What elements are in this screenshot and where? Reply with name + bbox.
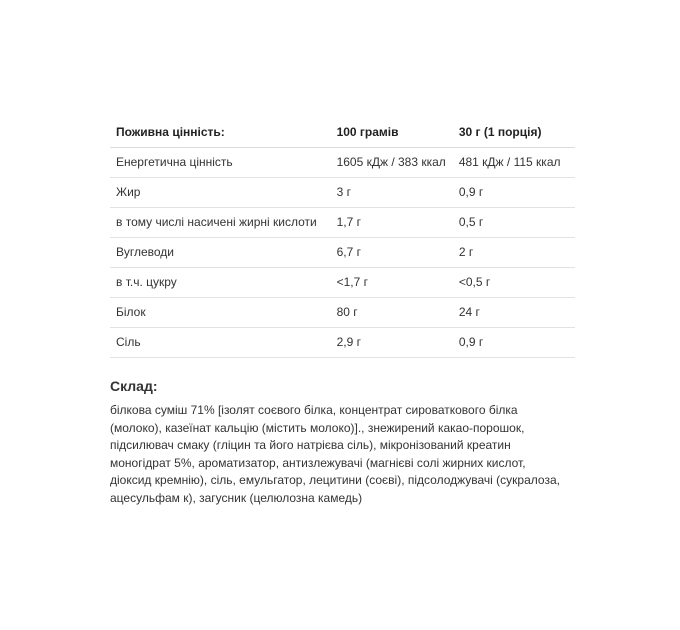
table-row (110, 148, 575, 178)
nutrient-label: Сіль (110, 328, 331, 358)
header-nutrient: Поживна цінність: (110, 118, 331, 148)
value-per-100g: 6,7 г (331, 238, 453, 268)
table-row (110, 178, 575, 208)
nutrient-label: Вуглеводи (110, 238, 331, 268)
value-per-serving: 0,9 г (453, 178, 575, 208)
value-per-serving: 24 г (453, 298, 575, 328)
nutrient-label: Жир (110, 178, 331, 208)
value-per-100g: 1605 кДж / 383 ккал (331, 148, 453, 178)
table-row (110, 238, 575, 268)
value-per-serving: 0,9 г (453, 328, 575, 358)
table-row (110, 208, 575, 238)
table-row (110, 328, 575, 358)
value-per-serving: 0,5 г (453, 208, 575, 238)
composition-text: білкова суміш 71% [ізолят соєвого білка, концентрат сироваткового білка (молоко), казеїнат кальцію (містить молоко)]., знежирений какао-порошок, підсилювач смаку (гліцин та його натрієва сіль), мікронізований креатин моногідрат 5%, ароматизатор, антизлежувачі (магнієві солі жирних кислот, діоксид кремнію), сіль, емульгатор, лецитини (соєві), підсолоджувачі (сукралоза, ацесульфам к), загусник (целюлозна камедь) (110, 403, 560, 505)
table-header-row (110, 118, 575, 148)
table-row (110, 298, 575, 328)
value-per-serving: 481 кДж / 115 ккал (453, 148, 575, 178)
nutrient-label: Білок (110, 298, 331, 328)
header-per-serving: 30 г (1 порція) (453, 118, 575, 148)
value-per-100g: 1,7 г (331, 208, 453, 238)
nutrient-label: Енергетична цінність (110, 148, 331, 178)
nutrition-table (110, 118, 575, 358)
composition-title: Склад: (110, 378, 158, 394)
nutrition-facts (110, 118, 575, 358)
value-per-serving: 2 г (453, 238, 575, 268)
value-per-serving: <0,5 г (453, 268, 575, 298)
value-per-100g: 80 г (331, 298, 453, 328)
value-per-100g: 3 г (331, 178, 453, 208)
table-row (110, 268, 575, 298)
value-per-100g: 2,9 г (331, 328, 453, 358)
composition-section (110, 378, 570, 507)
value-per-100g: <1,7 г (331, 268, 453, 298)
nutrient-label: в т.ч. цукру (110, 268, 331, 298)
nutrient-label: в тому числі насичені жирні кислоти (110, 208, 331, 238)
header-per-100g: 100 грамів (331, 118, 453, 148)
